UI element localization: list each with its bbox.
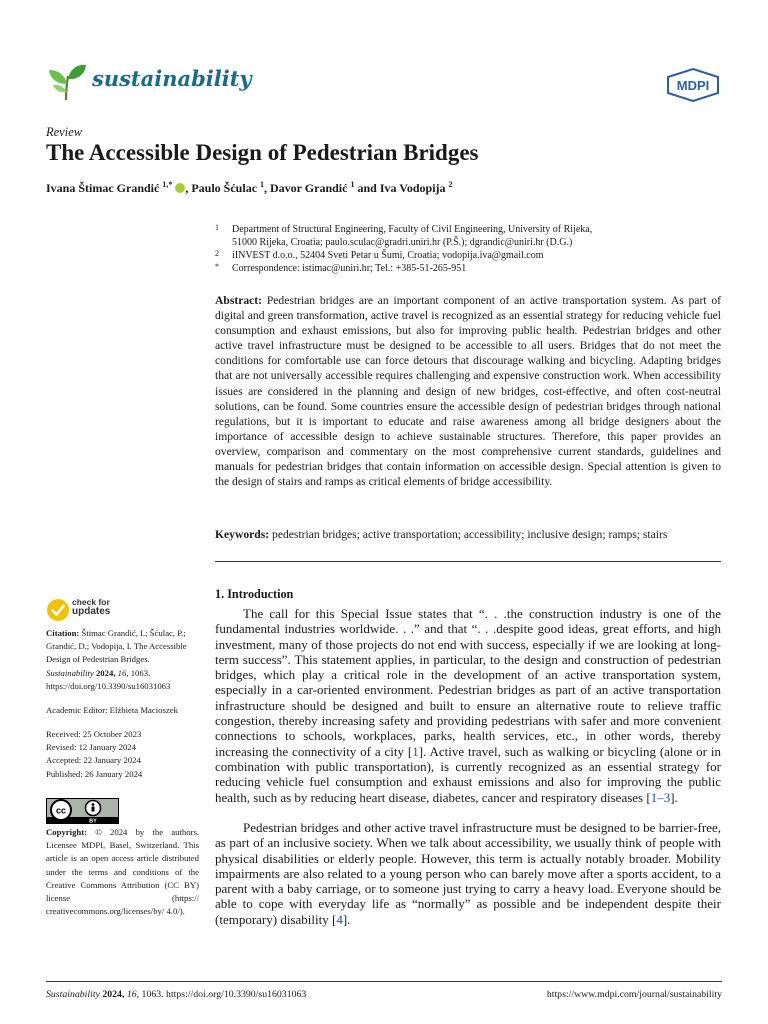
author-name[interactable]: Paulo Šćulac [191,181,258,195]
citation-volume: 16, [117,667,129,678]
abstract-label: Abstract: [215,294,263,307]
affiliation-line: iINVEST d.o.o., 52404 Sveti Petar u Šumi, Croatia; vodopija.iva@gmail.com [232,250,544,261]
mdpi-logo-text: MDPI [676,78,710,93]
author-name[interactable]: Iva Vodopija [379,181,446,195]
paragraph-text: Pedestrian bridges and other active travel infrastructure must be designed to be barrier-free, as part of an inclusive society. When we talk about accessibility, we usually think of people with physical disabilities or elderly people. However, this term is actually notably broader. Mobility impairments are also related to a young person who can barely move after a sports accident, to a parent with a baby carriage, or to someone just trying to carry a heavy load. Everyone should be able to cope with everyday life as “normally” as possible and be independent despite their (temporary) disability [ [215,820,721,927]
check-updates-line2: updates [72,606,111,617]
reference-link[interactable]: 1–3 [650,789,671,805]
author-affiliation-mark: 1,* [162,180,173,189]
history-dates [46,728,199,781]
reference-link[interactable]: 4 [336,911,343,927]
footer-journal: Sustainability [46,989,100,1000]
mdpi-logo[interactable] [666,68,720,102]
cc-by-license-icon [46,798,119,824]
copyright-block [46,826,199,918]
keywords [215,527,721,542]
orcid-icon[interactable] [175,183,185,193]
check-for-updates-button[interactable] [46,597,166,623]
check-for-updates-icon [46,598,70,622]
author-name[interactable]: Ivana Štimac Grandić [46,181,160,195]
footer-journal-url[interactable]: https://www.mdpi.com/journal/sustainability [546,989,722,1000]
affiliation-line: Department of Structural Engineering, Faculty of Civil Engineering, University of Rijeka, [232,224,593,235]
footer-volume: 16, [126,989,140,1000]
article-title: The Accessible Design of Pedestrian Bridges [46,140,479,165]
author-list: Ivana Štimac Grandić $^{1,*}$ , Paulo Šćulac $^1$, Davor Grandić $^1$ and Iva Vodopija $^2$ [46,180,453,195]
paragraph-text: ]. Active travel, such as walking or bicycling (alone or in combination with public transportation), is currently recognized as an essential strategy for reducing vehicle fuel consumption and exhaust emissions and also for improving the public health, such as by reducing heart disease, diabetes, cancer and respiratory diseases [ [215,743,721,805]
cc-mark: cc [55,805,67,816]
citation-label: Citation: [46,628,80,638]
divider [215,561,721,562]
mdpi-logo-icon [666,68,720,102]
affiliation-mark: * [215,262,219,271]
by-mark: BY [89,818,97,824]
paragraph-text: The call for this Special Issue states that “. . .the construction industry is one of the fundamental industries worldwide. . .” and that “. . .despite good ideas, great efforts, and high investment, many of those projects do not end with success, especially if we are looking at long-term success”. This statement applies, in particular, to the design and construction of pedestrian bridges, which play a critical role in the development of an active transportation system, especially in a car-oriented environment. Pedestrian bridges as part of an active transportation infrastructure should be designed and built to ensure an alternative route to relieve traffic congestion, thereby increasing safety and providing pedestrians with safer and more convenient connections to schools, workplaces, parks, health services, etc., in other words, thereby increasing the connectivity of a city [ [215,606,721,759]
citation-doi[interactable]: 1063. https://doi.org/10.3390/su16031063 [46,667,171,691]
paragraph-text: ]. [342,911,351,927]
article-type: Review [46,125,83,139]
journal-logo-icon [46,62,88,102]
check-updates-line1: check for [72,597,110,607]
cc-by-license-badge[interactable] [46,798,119,824]
author-affiliation-mark: 1 [260,180,265,189]
citation-text: Štimac Grandić, I.; Šćulac, P.; Grandić, D.; Vodopija, I. The Accessible Design of Pedestrian Bridges. [46,628,187,665]
intro-paragraph-2 [215,820,721,927]
section-heading: 1. Introduction [215,587,294,601]
academic-editor: Academic Editor: Elżbieta Macioszek [46,705,178,715]
author-affiliation-mark: 1 [350,180,355,189]
footer-citation [46,989,306,1000]
intro-paragraph-1 [215,606,721,805]
copyright-label: Copyright: [46,827,88,837]
copyright-text: © 2024 by the authors. Licensee MDPI, Basel, Switzerland. This article is an open access article distributed under the terms and conditions of the Creative Commons Attribution (CC BY) license (https:// creativecommons.org/licenses/by/ 4.0/). [46,827,199,917]
author-name[interactable]: Davor Grandić [270,181,348,195]
correspondence-line: Correspondence: istimac@uniri.hr; Tel.: +385-51-265-951 [232,263,467,274]
footer-year: 2024, [102,989,125,1000]
abstract-text: Pedestrian bridges are an important component of an active transportation system. As part of digital and green transformation, active travel is recognized as an essential strategy for reducing vehicle fuel consumption and exhaust emissions, but also for improving public health. Pedestrian bridges and other active travel infrastructure must be designed to be accessible to all users. Bridges that do not meet the conditions for comfortable use can force detours that discourage walking and bicycling. Adapting bridges that are not universally accessible requires challenging and expensive construction work. When accessibility issues are considered in the planning and design of new bridges, cost-effective, and often cost-neutral solutions, can be found. Some countries ensure the accessible design of pedestrian bridges through national regulations, but it is important to educate and raise awareness among all bridge designers about the importance of accessible design to achieve sustainable structures. Therefore, this paper provides an overview, comparison and commentary on the most comprehensive current standards, guidelines and manuals for pedestrian bridges that contain information on accessible design. Special attention is given to the design of stairs and ramps as critical elements of bridge accessibility. [215,294,721,489]
affiliation-mark: 2 [215,249,219,258]
keywords-text: pedestrian bridges; active transportation; accessibility; inclusive design; ramps; stairs [272,528,668,541]
affiliation-line: 51000 Rijeka, Croatia; paulo.sculac@gradri.uniri.hr (P.Š.); dgrandic@uniri.hr (D.G.) [232,237,573,248]
citation-journal: Sustainability [46,667,94,678]
keywords-label: Keywords: [215,528,270,541]
journal-name[interactable]: sustainability [92,66,252,91]
affiliation-mark: 1 [215,223,219,232]
sustainability-leaf-icon [46,62,88,102]
received-date: Received: 25 October 2023 [46,729,142,739]
reference-link[interactable]: 1 [412,743,419,759]
abstract [215,293,721,489]
citation-block [46,627,199,693]
footer-doi[interactable]: 1063. https://doi.org/10.3390/su16031063 [141,989,307,1000]
citation-year: 2024, [95,667,116,678]
footer-divider [46,981,722,982]
author-affiliation-mark: 2 [448,180,453,189]
revised-date: Revised: 12 January 2024 [46,742,136,753]
published-date: Published: 26 January 2024 [46,768,143,779]
accepted-date: Accepted: 22 January 2024 [46,755,141,766]
paragraph-text: ]. [670,789,678,805]
